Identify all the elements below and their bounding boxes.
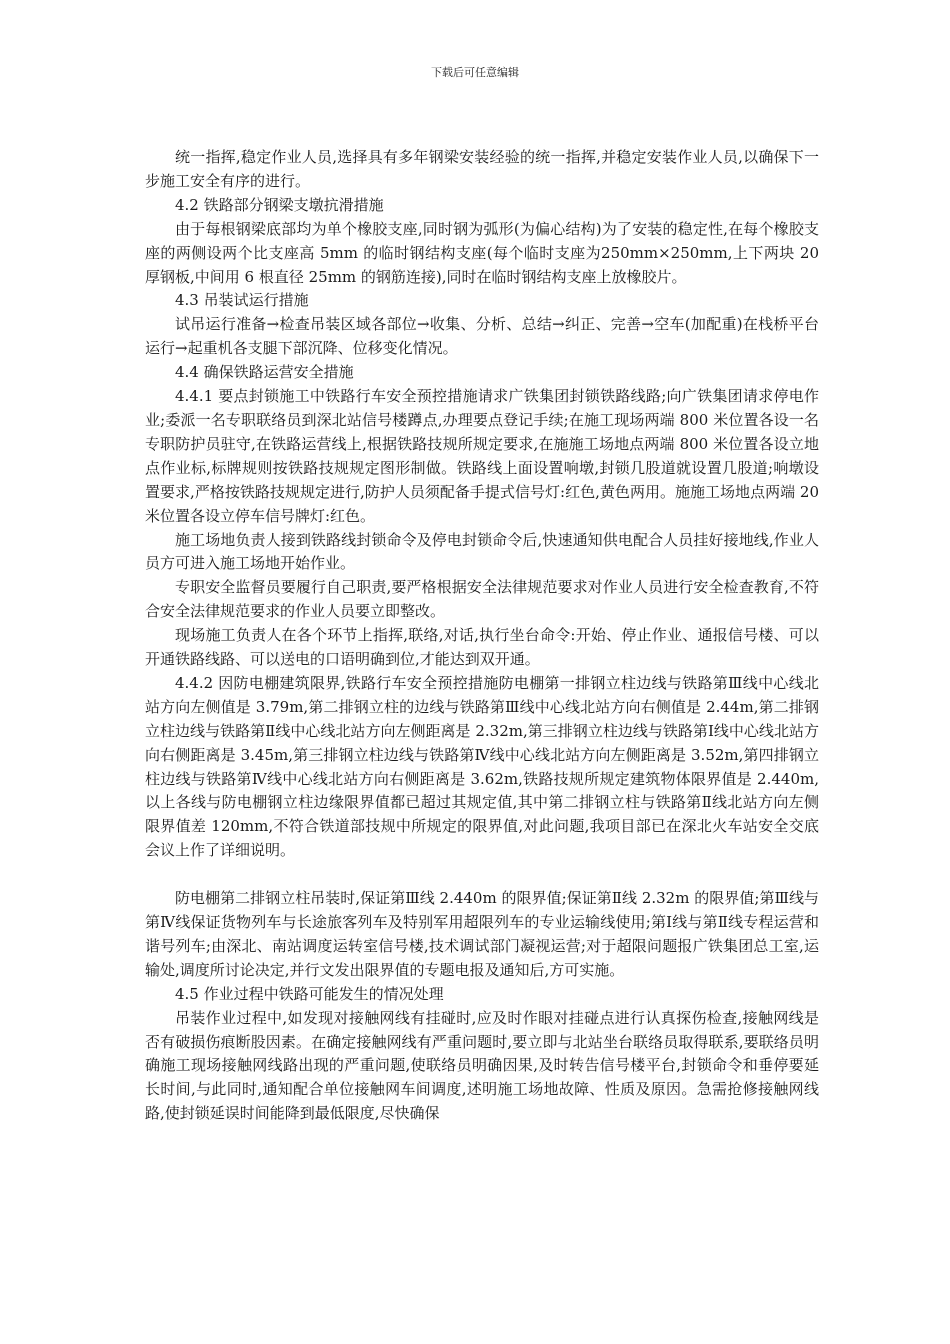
paragraph: 现场施工负责人在各个环节上指挥,联络,对话,执行坐台命令:开始、停止作业、通报信号楼、可以开通铁路线路、可以送电的口语明确到位,才能达到双开通。 (145, 626, 819, 669)
paragraph: 4.4.2 因防电棚建筑限界,铁路行车安全预控措施防电棚第一排钢立柱边线与铁路第Ⅲ线中心线北站方向左侧值是 3.79m,第二排钢立柱的边线与铁路第Ⅲ线中心线北站方向右侧值是 2.44m,第二排钢立柱边线与铁路第Ⅱ线中心线北站方向左侧距离是 2.32m,第三排钢立柱边线与铁路第Ⅰ线中心线北站方向右侧距离是 3.45m,第三排钢立柱边线与铁路第Ⅳ线中心线北站方向左侧距离是 3.52m,第四排钢立柱边线与铁路第Ⅳ线中心线北站方向右侧距离是 3.62m,铁路技规所规定建筑物体限界值是 2.440m,以上各线与防电棚钢立柱边缘限界值都已超过其规定值,其中第二排钢立柱与铁路第Ⅱ线北站方向左侧限界值差 120mm,不符合铁道部技规中所规定的限界值,对此问题,我项目部已在深北火车站安全交底会议上作了详细说明。 (145, 673, 819, 860)
section-heading-4-3: 4.3 吊装试运行措施 (175, 291, 309, 310)
section-heading-4-5: 4.5 作业过程中铁路可能发生的情况处理 (175, 984, 444, 1003)
section-heading-4-4: 4.4 确保铁路运营安全措施 (175, 363, 354, 382)
paragraph: 专职安全监督员要履行自己职责,要严格根据安全法律规范要求对作业人员进行安全检查教育,不符合安全法律规范要求的作业人员要立即整改。 (145, 578, 819, 621)
paragraph: 统一指挥,稳定作业人员,选择具有多年钢梁安装经验的统一指挥,并稳定安装作业人员,以确保下一步施工安全有序的进行。 (145, 148, 819, 190)
paragraph: 吊装作业过程中,如发现对接触网线有挂碰时,应及时作眼对挂碰点进行认真探伤检查,接触网线是否有破损伤痕断股因素。在确定接触网线有严重问题时,要立即与北站坐台联络员取得联系,要联络员明确施工现场接触网线路出现的严重问题,使联络员明确因果,及时转告信号楼平台,封锁命令和垂停要延长时间,与此同时,通知配合单位接触网车间调度,述明施工场地故障、性质及原因。急需抢修接触网线路,使封锁延误时间能降到最低限度,尽快确保 (145, 1008, 819, 1123)
paragraph: 试吊运行准备→检查吊装区域各部位→收集、分析、总结→纠正、完善→空车(加配重)在栈桥平台运行→起重机各支腿下部沉降、位移变化情况。 (145, 315, 819, 358)
page-header-note: 下载后可任意编辑 (431, 66, 519, 79)
paragraph: 防电棚第二排钢立柱吊装时,保证第Ⅲ线 2.440m 的限界值;保证第Ⅱ线 2.32m 的限界值;第Ⅲ线与第Ⅳ线保证货物列车与长途旅客列车及特别军用超限列车的专业运输线使用;第Ⅰ线与第Ⅱ线专程运营和谐号列车;由深北、南站调度运转室信号楼,技术调试部门凝视运营;对于超限问题报广铁集团总工室,运输处,调度所讨论决定,并行文发出限界值的专题电报及通知后,方可实施。 (145, 889, 819, 979)
paragraph: 由于每根钢梁底部均为单个橡胶支座,同时钢为弧形(为偏心结构)为了安装的稳定性,在每个橡胶支座的两侧设两个比支座高 5mm 的临时钢结构支座(每个临时支座为250mm×250mm,上下两块 20 厚钢板,中间用 6 根直径 25mm 的钢筋连接),同时在临时钢结构支座上放橡胶片。 (145, 219, 819, 286)
paragraph: 施工场地负责人接到铁路线封锁命令及停电封锁命令后,快速通知供电配合人员挂好接地线,作业人员方可进入施工场地开始作业。 (145, 530, 819, 573)
paragraph: 4.4.1 要点封锁施工中铁路行车安全预控措施请求广铁集团封锁铁路线路;向广铁集团请求停电作业;委派一名专职联络员到深北站信号楼蹲点,办理要点登记手续;在施工现场两端 800 米位置各设一名专职防护员驻守,在铁路运营线上,根据铁路技规所规定要求,在施施工场地点两端 800 米位置各设立地点作业标,标牌规则按铁路技规规定图形制做。铁路线上面设置响墩,封锁几股道就设置几股道;响墩设置要求,严格按铁路技规规定进行,防护人员须配备手提式信号灯:红色,黄色两用。施施工场地点两端 20 米位置各设立停车信号牌灯:红色。 (145, 387, 819, 525)
document-body (145, 146, 819, 1126)
section-heading-4-2: 4.2 铁路部分钢梁支墩抗滑措施 (175, 195, 384, 214)
